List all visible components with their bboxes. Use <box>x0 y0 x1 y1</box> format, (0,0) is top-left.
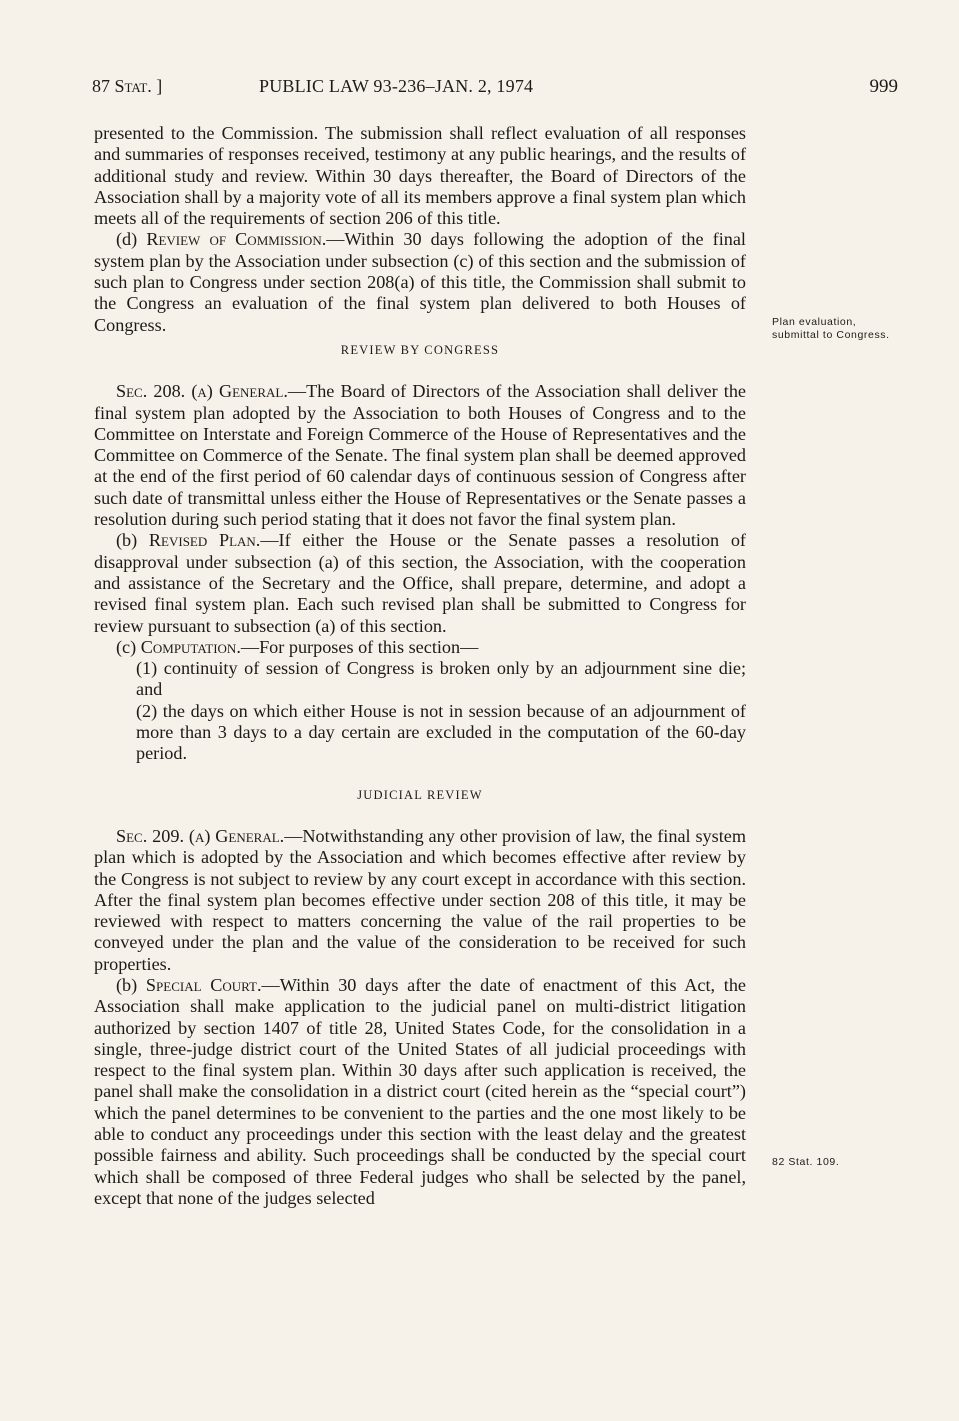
section-heading-review-by-congress: REVIEW BY CONGRESS <box>340 342 500 357</box>
subsection-label: (b) <box>116 974 146 995</box>
subsection-heading: General. <box>218 381 288 402</box>
subsection-heading: Revised Plan. <box>148 530 261 551</box>
margin-note-stat-reference: 82 Stat. 109. <box>772 1156 840 1168</box>
stat-reference: 87 Stat. ] <box>92 76 163 96</box>
margin-note-plan-evaluation: Plan evaluation, submittal to Congress. <box>772 316 890 341</box>
subsection-text: —Within 30 days after the date of enactment of this Act, the Association shall make application to the judicial panel on multi-district litigation authorized by section 1407 of title 28, United States Code, for the consolidation in a single, three-judge district court of the United States of all judicial proceedings with respect to the final system plan. Within 30 days after such application is received, the panel shall make the consolidation in a district court (cited herein as the “special court”) which the panel determines to be convenient to the parties and the one most likely to be able to conduct any proceedings under this section with the least delay and the greatest possible fairness and ability. Such proceedings shall be conducted by the special court which shall be composed of three Federal judges who shall be selected by the panel, except that none of the judges selected <box>94 974 746 1208</box>
subsection-text: —For purposes of this section— <box>240 636 479 657</box>
running-header <box>92 76 898 100</box>
list-item-2: (2) the days on which either House is not in session because of an adjournment of more than 3 days to a day certain are excluded in the computation of the 60-day period. <box>136 700 746 764</box>
paragraph-208a <box>94 381 746 530</box>
section-label: Sec. 208. (a) <box>116 381 219 402</box>
paragraph-207d <box>94 229 746 335</box>
section-label: Sec. 209. (a) <box>116 825 216 846</box>
subsection-heading: General. <box>215 825 285 846</box>
paragraph-209b <box>94 975 746 1209</box>
paragraph-208c <box>94 637 746 658</box>
paragraph-208b <box>94 530 746 636</box>
paragraph-209a <box>94 826 746 975</box>
subsection-heading: Computation. <box>140 636 241 657</box>
paragraph-continuation: presented to the Commission. The submission shall reflect evaluation of all responses and summaries of responses received, testimony at any public hearings, and the results of additional study and review. Within 30 days thereafter, the Board of Directors of the Association shall by a majority vote of all its members approve a final system plan which meets all of the requirements of section 206 of this title. <box>94 123 746 229</box>
subsection-text: —Notwithstanding any other provision of law, the final system plan which is adopted by the Association and which becomes effective after review by the Congress is not subject to review by any court except in accordance with this section. After the final system plan becomes effective under section 208 of this title, it may be reviewed with respect to matters concerning the value of the rail properties to be conveyed under the plan and the value of the consideration to be received for such properties. <box>94 825 746 974</box>
section-heading-judicial-review: JUDICIAL REVIEW <box>357 787 483 802</box>
main-text <box>94 123 746 1209</box>
page-title: PUBLIC LAW 93-236–JAN. 2, 1974 <box>259 76 534 96</box>
subsection-label: (c) <box>116 636 141 657</box>
subsection-text: —If either the House or the Senate passes a resolution of disapproval under subsection (a) of this section, the Association, with the cooperation and assistance of the Secretary and the Office, shall prepare, determine, and adopt a revised final system plan. Each such revised plan shall be submitted to Congress for review pursuant to subsection (a) of this section. <box>94 530 746 636</box>
page-number: 999 <box>869 76 898 97</box>
subsection-label: (b) <box>116 530 149 551</box>
subsection-label: (d) <box>116 229 147 250</box>
subsection-heading: Review of Commission. <box>146 229 327 250</box>
list-item-1: (1) continuity of session of Congress is broken only by an adjournment sine die; and <box>136 658 746 700</box>
subsection-text: —Within 30 days following the adoption of the final system plan by the Association under subsection (c) of this section and the submission of such plan to Congress under section 208(a) of this title, the Commission shall submit to the Congress an evaluation of the final system plan delivered to both Houses of Congress. <box>94 229 746 335</box>
subsection-heading: Special Court. <box>145 974 262 995</box>
subsection-text: —The Board of Directors of the Association shall deliver the final system plan adopted by the Association to both Houses of Congress and to the Committee on Interstate and Foreign Commerce of the House of Representatives and the Committee on Commerce of the Senate. The final system plan shall be deemed approved at the end of the first period of 60 calendar days of continuous session of Congress after such date of transmittal unless either the House of Representatives or the Senate passes a resolution during such period stating that it does not favor the final system plan. <box>94 381 746 530</box>
